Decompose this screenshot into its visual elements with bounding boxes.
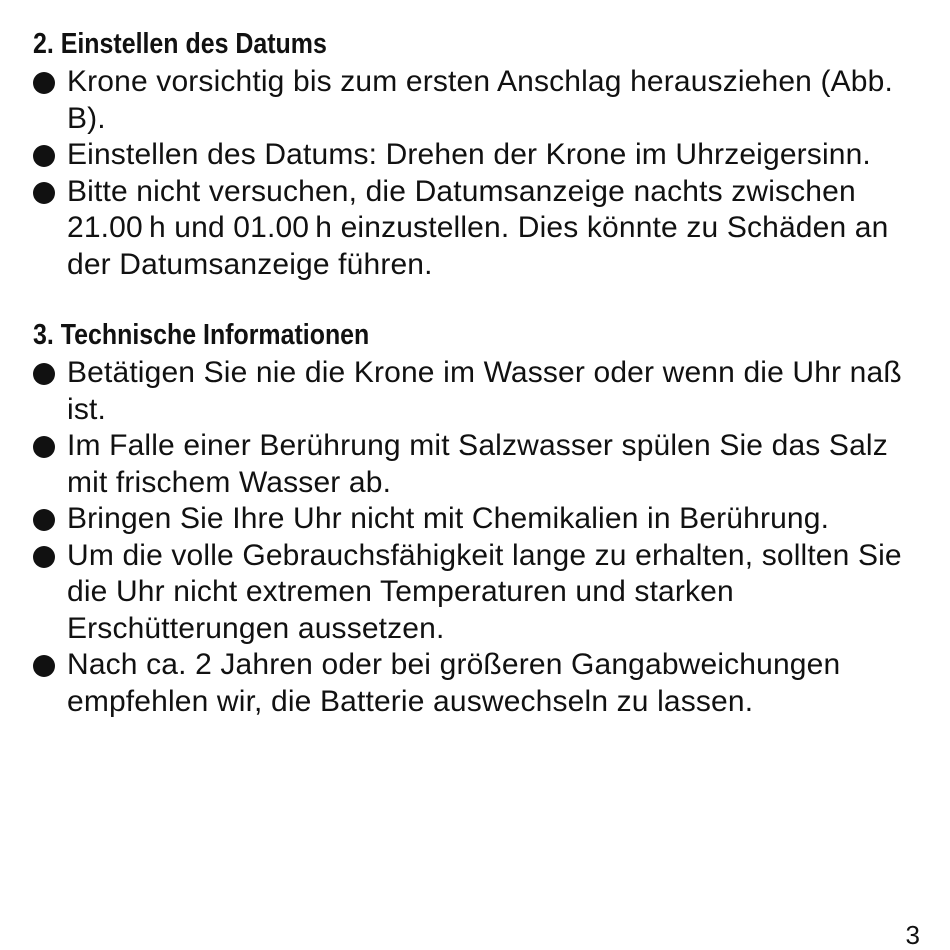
bullet-icon (33, 436, 55, 458)
list-item-text: Nach ca. 2 Jahren oder bei größeren Gangabweichungen empfehlen wir, die Batterie auswechseln zu lassen. (67, 648, 841, 718)
manual-page (33, 26, 933, 720)
list-item-text: Einstellen des Datums: Drehen der Krone im Uhrzeigersinn. (67, 138, 871, 171)
list-item-text: Bitte nicht versuchen, die Datumsanzeige nachts zwischen 21.00 h und 01.00 h einzustellen. Dies könnte zu Schäden an der Datumsanzeige führen. (67, 174, 889, 281)
list-item-text: Im Falle einer Berührung mit Salzwasser spülen Sie das Salz mit frischem Wasser ab. (67, 429, 888, 499)
list-item-text: Um die volle Gebrauchsfähigkeit lange zu erhalten, sollten Sie die Uhr nicht extremen Temperaturen und starken Erschütterungen aussetzen. (67, 538, 902, 645)
list-item-text: Bringen Sie Ihre Uhr nicht mit Chemikalien in Berührung. (67, 502, 830, 535)
list-item (33, 355, 933, 428)
bullet-icon (33, 363, 55, 385)
bullet-icon (33, 182, 55, 204)
list-item-text: Betätigen Sie nie die Krone im Wasser oder wenn die Uhr naß ist. (67, 356, 902, 426)
list-item (33, 647, 933, 720)
section-technical-information (33, 317, 933, 720)
bullet-icon (33, 655, 55, 677)
section-date-setting (33, 26, 933, 283)
section-heading: 2. Einstellen des Datums (33, 28, 327, 60)
list-item (33, 137, 933, 174)
bullet-icon (33, 509, 55, 531)
section-heading: 3. Technische Informationen (33, 319, 370, 351)
list-item (33, 428, 933, 501)
bullet-icon (33, 72, 55, 94)
list-item (33, 64, 933, 137)
list-item (33, 538, 933, 648)
list-item-text: Krone vorsichtig bis zum ersten Anschlag herausziehen (Abb. B). (67, 65, 893, 135)
page-number: 3 (905, 920, 920, 950)
list-item (33, 501, 933, 538)
bullet-icon (33, 546, 55, 568)
list-item (33, 174, 933, 284)
bullet-icon (33, 145, 55, 167)
